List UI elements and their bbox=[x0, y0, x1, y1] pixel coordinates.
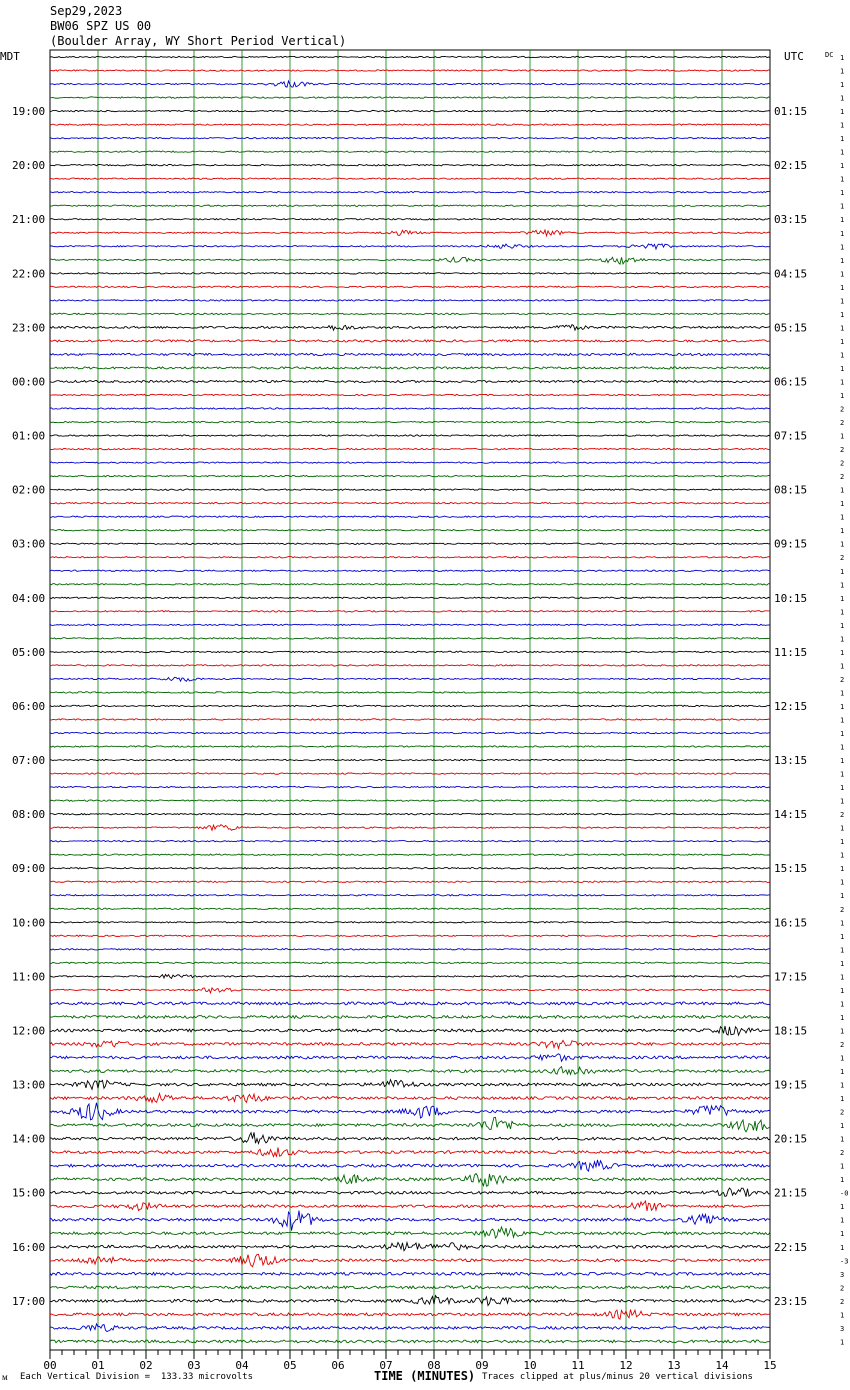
dc-value: 1 bbox=[840, 1054, 845, 1063]
dc-value: 2 bbox=[840, 405, 845, 414]
left-hour-label: 15:00 bbox=[12, 1186, 46, 1200]
dc-value: 2 bbox=[840, 1284, 845, 1293]
dc-value: 1 bbox=[840, 297, 845, 306]
dc-value: 2 bbox=[840, 905, 845, 914]
trace-row-88 bbox=[50, 1243, 770, 1251]
trace-row-62 bbox=[50, 895, 770, 896]
right-hour-label: 14:15 bbox=[774, 808, 808, 822]
trace-row-17 bbox=[50, 286, 770, 287]
trace-row-20 bbox=[50, 325, 770, 331]
trace-row-63 bbox=[50, 908, 770, 909]
trace-row-8 bbox=[50, 164, 770, 165]
dc-value: 1 bbox=[840, 946, 845, 955]
left-hour-label: 01:00 bbox=[12, 429, 46, 443]
x-tick-label: 00 bbox=[43, 1359, 57, 1372]
left-hour-label: 06:00 bbox=[12, 699, 46, 713]
dc-value: 1 bbox=[840, 594, 845, 603]
left-hour-label: 17:00 bbox=[12, 1294, 46, 1308]
trace-row-93 bbox=[50, 1309, 770, 1319]
left-hour-label: 20:00 bbox=[12, 159, 46, 173]
trace-row-83 bbox=[50, 1174, 770, 1187]
dc-value: 1 bbox=[840, 1095, 845, 1104]
dc-value: 1 bbox=[840, 229, 845, 238]
trace-row-10 bbox=[50, 192, 770, 193]
x-tick-label: 15 bbox=[763, 1359, 777, 1372]
dc-value: 1 bbox=[840, 432, 845, 441]
left-hour-label: 04:00 bbox=[12, 591, 46, 605]
right-hour-label: 20:15 bbox=[774, 1132, 808, 1146]
trace-row-37 bbox=[50, 557, 770, 558]
dc-value: 2 bbox=[840, 1108, 845, 1117]
dc-value: 1 bbox=[840, 364, 845, 373]
dc-value: 1 bbox=[840, 851, 845, 860]
trace-row-14 bbox=[50, 244, 770, 249]
footer-scale: Each Vertical Division = 133.33 microvolts bbox=[20, 1372, 253, 1382]
trace-row-82 bbox=[50, 1160, 770, 1171]
trace-row-3 bbox=[50, 97, 770, 98]
left-hour-label: 09:00 bbox=[12, 862, 46, 876]
dc-value: -0 bbox=[840, 1189, 849, 1198]
right-hour-label: 13:15 bbox=[774, 754, 808, 768]
dc-value: 1 bbox=[840, 865, 845, 874]
dc-value: 1 bbox=[840, 392, 845, 400]
trace-row-73 bbox=[50, 1040, 770, 1048]
dc-value: 1 bbox=[840, 621, 845, 630]
left-hour-label: 07:00 bbox=[12, 754, 46, 768]
dc-value: 3 bbox=[840, 1270, 845, 1279]
trace-row-34 bbox=[50, 516, 770, 517]
dc-value: 1 bbox=[840, 67, 845, 76]
dc-value: 1 bbox=[840, 1135, 845, 1144]
trace-row-6 bbox=[50, 137, 770, 138]
right-hour-label: 04:15 bbox=[774, 267, 808, 281]
trace-row-65 bbox=[50, 935, 770, 936]
right-hour-label: 23:15 bbox=[774, 1294, 808, 1308]
dc-value: 1 bbox=[840, 1013, 845, 1022]
x-tick-label: 11 bbox=[571, 1359, 585, 1372]
trace-row-84 bbox=[50, 1188, 770, 1197]
trace-row-85 bbox=[50, 1201, 770, 1211]
dc-header-label: DC bbox=[825, 51, 834, 59]
dc-value: 2 bbox=[840, 1149, 845, 1158]
trace-row-5 bbox=[50, 124, 770, 125]
dc-value: 1 bbox=[840, 1216, 845, 1225]
trace-row-11 bbox=[50, 205, 770, 206]
dc-value: 1 bbox=[840, 581, 845, 590]
x-tick-label: 13 bbox=[667, 1359, 681, 1372]
trace-row-36 bbox=[50, 543, 770, 544]
dc-value: 1 bbox=[840, 54, 845, 62]
trace-row-38 bbox=[50, 570, 770, 571]
trace-row-92 bbox=[50, 1296, 770, 1306]
trace-row-87 bbox=[50, 1227, 770, 1238]
trace-row-47 bbox=[50, 692, 770, 693]
left-hour-label: 19:00 bbox=[12, 105, 46, 119]
dc-value: 1 bbox=[840, 608, 845, 617]
right-hour-label: 01:15 bbox=[774, 105, 808, 119]
trace-row-51 bbox=[50, 746, 770, 747]
trace-row-0 bbox=[50, 56, 770, 57]
dc-value: 1 bbox=[840, 892, 845, 901]
dc-value: 1 bbox=[840, 256, 845, 265]
right-hour-label: 12:15 bbox=[774, 699, 808, 713]
dc-value: 1 bbox=[840, 337, 845, 346]
trace-row-77 bbox=[50, 1094, 770, 1103]
dc-value: 1 bbox=[840, 351, 845, 360]
trace-row-16 bbox=[50, 273, 770, 274]
dc-value: 1 bbox=[840, 743, 845, 752]
trace-row-81 bbox=[50, 1147, 770, 1156]
dc-value: 1 bbox=[840, 1068, 845, 1076]
dc-value: 1 bbox=[840, 94, 845, 103]
dc-value: 1 bbox=[840, 121, 845, 130]
right-hour-label: 06:15 bbox=[774, 375, 808, 389]
trace-row-55 bbox=[50, 800, 770, 801]
trace-row-71 bbox=[50, 1016, 770, 1019]
trace-row-9 bbox=[50, 178, 770, 179]
trace-row-2 bbox=[50, 81, 770, 87]
trace-row-48 bbox=[50, 705, 770, 706]
x-tick-label: 02 bbox=[139, 1359, 153, 1372]
right-hour-label: 05:15 bbox=[774, 321, 808, 335]
trace-row-90 bbox=[50, 1272, 770, 1275]
dc-value: 1 bbox=[840, 959, 845, 968]
dc-value: 1 bbox=[840, 500, 845, 509]
right-hour-label: 18:15 bbox=[774, 1024, 808, 1038]
right-hour-label: 19:15 bbox=[774, 1078, 808, 1092]
x-tick-label: 04 bbox=[235, 1359, 249, 1372]
trace-row-66 bbox=[50, 949, 770, 950]
trace-row-53 bbox=[50, 773, 770, 774]
left-hour-label: 21:00 bbox=[12, 213, 46, 227]
trace-row-19 bbox=[50, 313, 770, 314]
left-hour-label: 16:00 bbox=[12, 1240, 46, 1254]
plot-frame bbox=[50, 50, 770, 1350]
trace-row-31 bbox=[50, 475, 770, 476]
dc-value: 1 bbox=[840, 932, 845, 941]
trace-row-54 bbox=[50, 786, 770, 787]
dc-value: 1 bbox=[840, 1311, 845, 1320]
dc-value: 1 bbox=[840, 1027, 845, 1036]
dc-value: 2 bbox=[840, 1040, 845, 1049]
trace-row-70 bbox=[50, 1002, 770, 1005]
dc-value: 2 bbox=[840, 675, 845, 684]
dc-value: 1 bbox=[840, 1203, 845, 1212]
trace-row-39 bbox=[50, 584, 770, 585]
dc-value: 1 bbox=[840, 648, 845, 657]
dc-value: 1 bbox=[840, 81, 845, 90]
x-tick-label: 09 bbox=[475, 1359, 489, 1372]
dc-value: 2 bbox=[840, 811, 845, 820]
x-tick-label: 06 bbox=[331, 1359, 345, 1372]
dc-value: 1 bbox=[840, 243, 845, 252]
trace-row-61 bbox=[50, 881, 770, 882]
dc-value: 1 bbox=[840, 635, 845, 644]
trace-row-95 bbox=[50, 1340, 770, 1343]
trace-row-56 bbox=[50, 813, 770, 814]
left-hour-label: 00:00 bbox=[12, 375, 46, 389]
trace-row-24 bbox=[50, 380, 770, 382]
x-tick-label: 01 bbox=[91, 1359, 105, 1372]
x-tick-label: 10 bbox=[523, 1359, 537, 1372]
dc-value: 1 bbox=[840, 1338, 845, 1347]
dc-value: 1 bbox=[840, 540, 845, 549]
right-hour-label: 09:15 bbox=[774, 537, 808, 551]
dc-value: 1 bbox=[840, 162, 845, 171]
dc-value: 3 bbox=[840, 1324, 845, 1333]
trace-row-7 bbox=[50, 151, 770, 152]
right-hour-label: 11:15 bbox=[774, 645, 808, 659]
dc-value: 2 bbox=[840, 459, 845, 468]
trace-row-15 bbox=[50, 257, 770, 264]
right-hour-label: 16:15 bbox=[774, 916, 808, 930]
trace-row-60 bbox=[50, 868, 770, 869]
dc-value: 2 bbox=[840, 419, 845, 428]
trace-row-40 bbox=[50, 597, 770, 598]
x-axis-title: TIME (MINUTES) bbox=[374, 1369, 476, 1383]
date-label: Sep29,2023 bbox=[50, 4, 123, 18]
dc-value: 1 bbox=[840, 148, 845, 157]
dc-value: 1 bbox=[840, 567, 845, 576]
dc-value: 1 bbox=[840, 378, 845, 387]
dc-value: 1 bbox=[840, 770, 845, 779]
trace-row-75 bbox=[50, 1067, 770, 1075]
x-tick-label: 07 bbox=[379, 1359, 393, 1372]
trace-row-18 bbox=[50, 300, 770, 301]
x-tick-label: 05 bbox=[283, 1359, 297, 1372]
x-tick-label: 12 bbox=[619, 1359, 633, 1372]
x-tick-label: 14 bbox=[715, 1359, 729, 1372]
trace-row-52 bbox=[50, 759, 770, 760]
trace-row-25 bbox=[50, 394, 770, 395]
trace-row-13 bbox=[50, 230, 770, 236]
dc-value: 1 bbox=[840, 986, 845, 995]
dc-value: 1 bbox=[840, 1162, 845, 1171]
right-hour-label: 17:15 bbox=[774, 970, 808, 984]
left-hour-label: 03:00 bbox=[12, 537, 46, 551]
trace-row-49 bbox=[50, 719, 770, 720]
left-hour-label: 14:00 bbox=[12, 1132, 46, 1146]
trace-row-12 bbox=[50, 219, 770, 220]
left-hour-label: 22:00 bbox=[12, 267, 46, 281]
dc-value: 1 bbox=[840, 135, 845, 144]
dc-value: 1 bbox=[840, 702, 845, 711]
trace-row-32 bbox=[50, 489, 770, 490]
dc-value: 1 bbox=[840, 513, 845, 522]
dc-value: 1 bbox=[840, 310, 845, 319]
dc-value: 1 bbox=[840, 108, 845, 117]
dc-value: 1 bbox=[840, 189, 845, 198]
left-hour-label: 13:00 bbox=[12, 1078, 46, 1092]
trace-row-89 bbox=[50, 1254, 770, 1266]
left-hour-label: 02:00 bbox=[12, 483, 46, 497]
dc-value: -3 bbox=[840, 1257, 849, 1266]
trace-row-45 bbox=[50, 665, 770, 666]
trace-row-64 bbox=[50, 922, 770, 923]
dc-value: 1 bbox=[840, 824, 845, 833]
utc-label: UTC bbox=[784, 50, 804, 63]
mdt-label: MDT bbox=[0, 50, 20, 63]
left-hour-label: 08:00 bbox=[12, 808, 46, 822]
trace-row-68 bbox=[50, 974, 770, 978]
trace-row-41 bbox=[50, 611, 770, 612]
dc-value: 2 bbox=[840, 554, 845, 563]
footer-corner-mark: ᴍ bbox=[2, 1373, 8, 1383]
trace-row-86 bbox=[50, 1211, 770, 1231]
dc-value: 1 bbox=[840, 784, 845, 793]
trace-row-27 bbox=[50, 421, 770, 422]
x-tick-label: 03 bbox=[187, 1359, 201, 1372]
dc-value: 2 bbox=[840, 473, 845, 482]
dc-value: 1 bbox=[840, 202, 845, 211]
trace-row-50 bbox=[50, 732, 770, 733]
dc-value: 1 bbox=[840, 175, 845, 184]
dc-value: 1 bbox=[840, 730, 845, 738]
dc-value: 1 bbox=[840, 270, 845, 279]
left-hour-label: 23:00 bbox=[12, 321, 46, 335]
dc-value: 1 bbox=[840, 878, 845, 887]
right-hour-label: 21:15 bbox=[774, 1186, 808, 1200]
right-hour-label: 07:15 bbox=[774, 429, 808, 443]
trace-row-74 bbox=[50, 1054, 770, 1061]
dc-value: 1 bbox=[840, 1000, 845, 1009]
trace-row-44 bbox=[50, 651, 770, 652]
trace-row-46 bbox=[50, 677, 770, 681]
trace-row-76 bbox=[50, 1080, 770, 1090]
left-hour-label: 12:00 bbox=[12, 1024, 46, 1038]
left-hour-label: 11:00 bbox=[12, 970, 46, 984]
trace-row-79 bbox=[50, 1117, 770, 1132]
footer-clip: Traces clipped at plus/minus 20 vertical divisions bbox=[482, 1372, 753, 1382]
dc-value: 1 bbox=[840, 1081, 845, 1090]
trace-row-69 bbox=[50, 988, 770, 993]
right-hour-label: 10:15 bbox=[774, 591, 808, 605]
trace-row-29 bbox=[50, 448, 770, 449]
trace-row-21 bbox=[50, 340, 770, 342]
description-label: (Boulder Array, WY Short Period Vertical) bbox=[50, 34, 347, 48]
right-hour-label: 03:15 bbox=[774, 213, 808, 227]
dc-value: 1 bbox=[840, 1230, 845, 1239]
trace-row-72 bbox=[50, 1026, 770, 1035]
dc-value: 1 bbox=[840, 662, 845, 671]
trace-row-43 bbox=[50, 638, 770, 639]
left-hour-label: 10:00 bbox=[12, 916, 46, 930]
trace-row-91 bbox=[50, 1286, 770, 1289]
trace-row-28 bbox=[50, 435, 770, 436]
trace-row-94 bbox=[50, 1324, 770, 1332]
trace-row-67 bbox=[50, 962, 770, 963]
trace-row-22 bbox=[50, 353, 770, 355]
trace-row-23 bbox=[50, 367, 770, 369]
right-hour-label: 15:15 bbox=[774, 862, 808, 876]
left-hour-label: 05:00 bbox=[12, 645, 46, 659]
trace-row-58 bbox=[50, 840, 770, 841]
dc-value: 1 bbox=[840, 283, 845, 292]
dc-value: 1 bbox=[840, 486, 845, 495]
trace-row-35 bbox=[50, 530, 770, 531]
right-hour-label: 22:15 bbox=[774, 1240, 808, 1254]
trace-row-80 bbox=[50, 1132, 770, 1143]
dc-value: 1 bbox=[840, 1176, 845, 1185]
dc-value: 1 bbox=[840, 757, 845, 766]
dc-value: 1 bbox=[840, 1122, 845, 1131]
right-hour-label: 02:15 bbox=[774, 159, 808, 173]
dc-value: 1 bbox=[840, 324, 845, 333]
trace-row-42 bbox=[50, 624, 770, 625]
station-label: BW06 SPZ US 00 bbox=[50, 19, 152, 33]
dc-value: 1 bbox=[840, 797, 845, 806]
dc-value: 1 bbox=[840, 919, 845, 928]
dc-value: 1 bbox=[840, 838, 845, 847]
dc-value: 1 bbox=[840, 216, 845, 225]
dc-value: 2 bbox=[840, 446, 845, 455]
trace-row-59 bbox=[50, 854, 770, 855]
dc-value: 1 bbox=[840, 527, 845, 536]
dc-value: 2 bbox=[840, 1297, 845, 1306]
trace-row-1 bbox=[50, 70, 770, 71]
dc-value: 1 bbox=[840, 689, 845, 698]
dc-value: 1 bbox=[840, 716, 845, 725]
trace-row-30 bbox=[50, 462, 770, 463]
trace-row-26 bbox=[50, 408, 770, 409]
trace-row-57 bbox=[50, 825, 770, 831]
trace-row-4 bbox=[50, 110, 770, 111]
trace-row-78 bbox=[50, 1103, 770, 1120]
dc-value: 1 bbox=[840, 973, 845, 982]
x-tick-label: 08 bbox=[427, 1359, 441, 1372]
right-hour-label: 08:15 bbox=[774, 483, 808, 497]
trace-row-33 bbox=[50, 502, 770, 503]
dc-value: 1 bbox=[840, 1243, 845, 1252]
